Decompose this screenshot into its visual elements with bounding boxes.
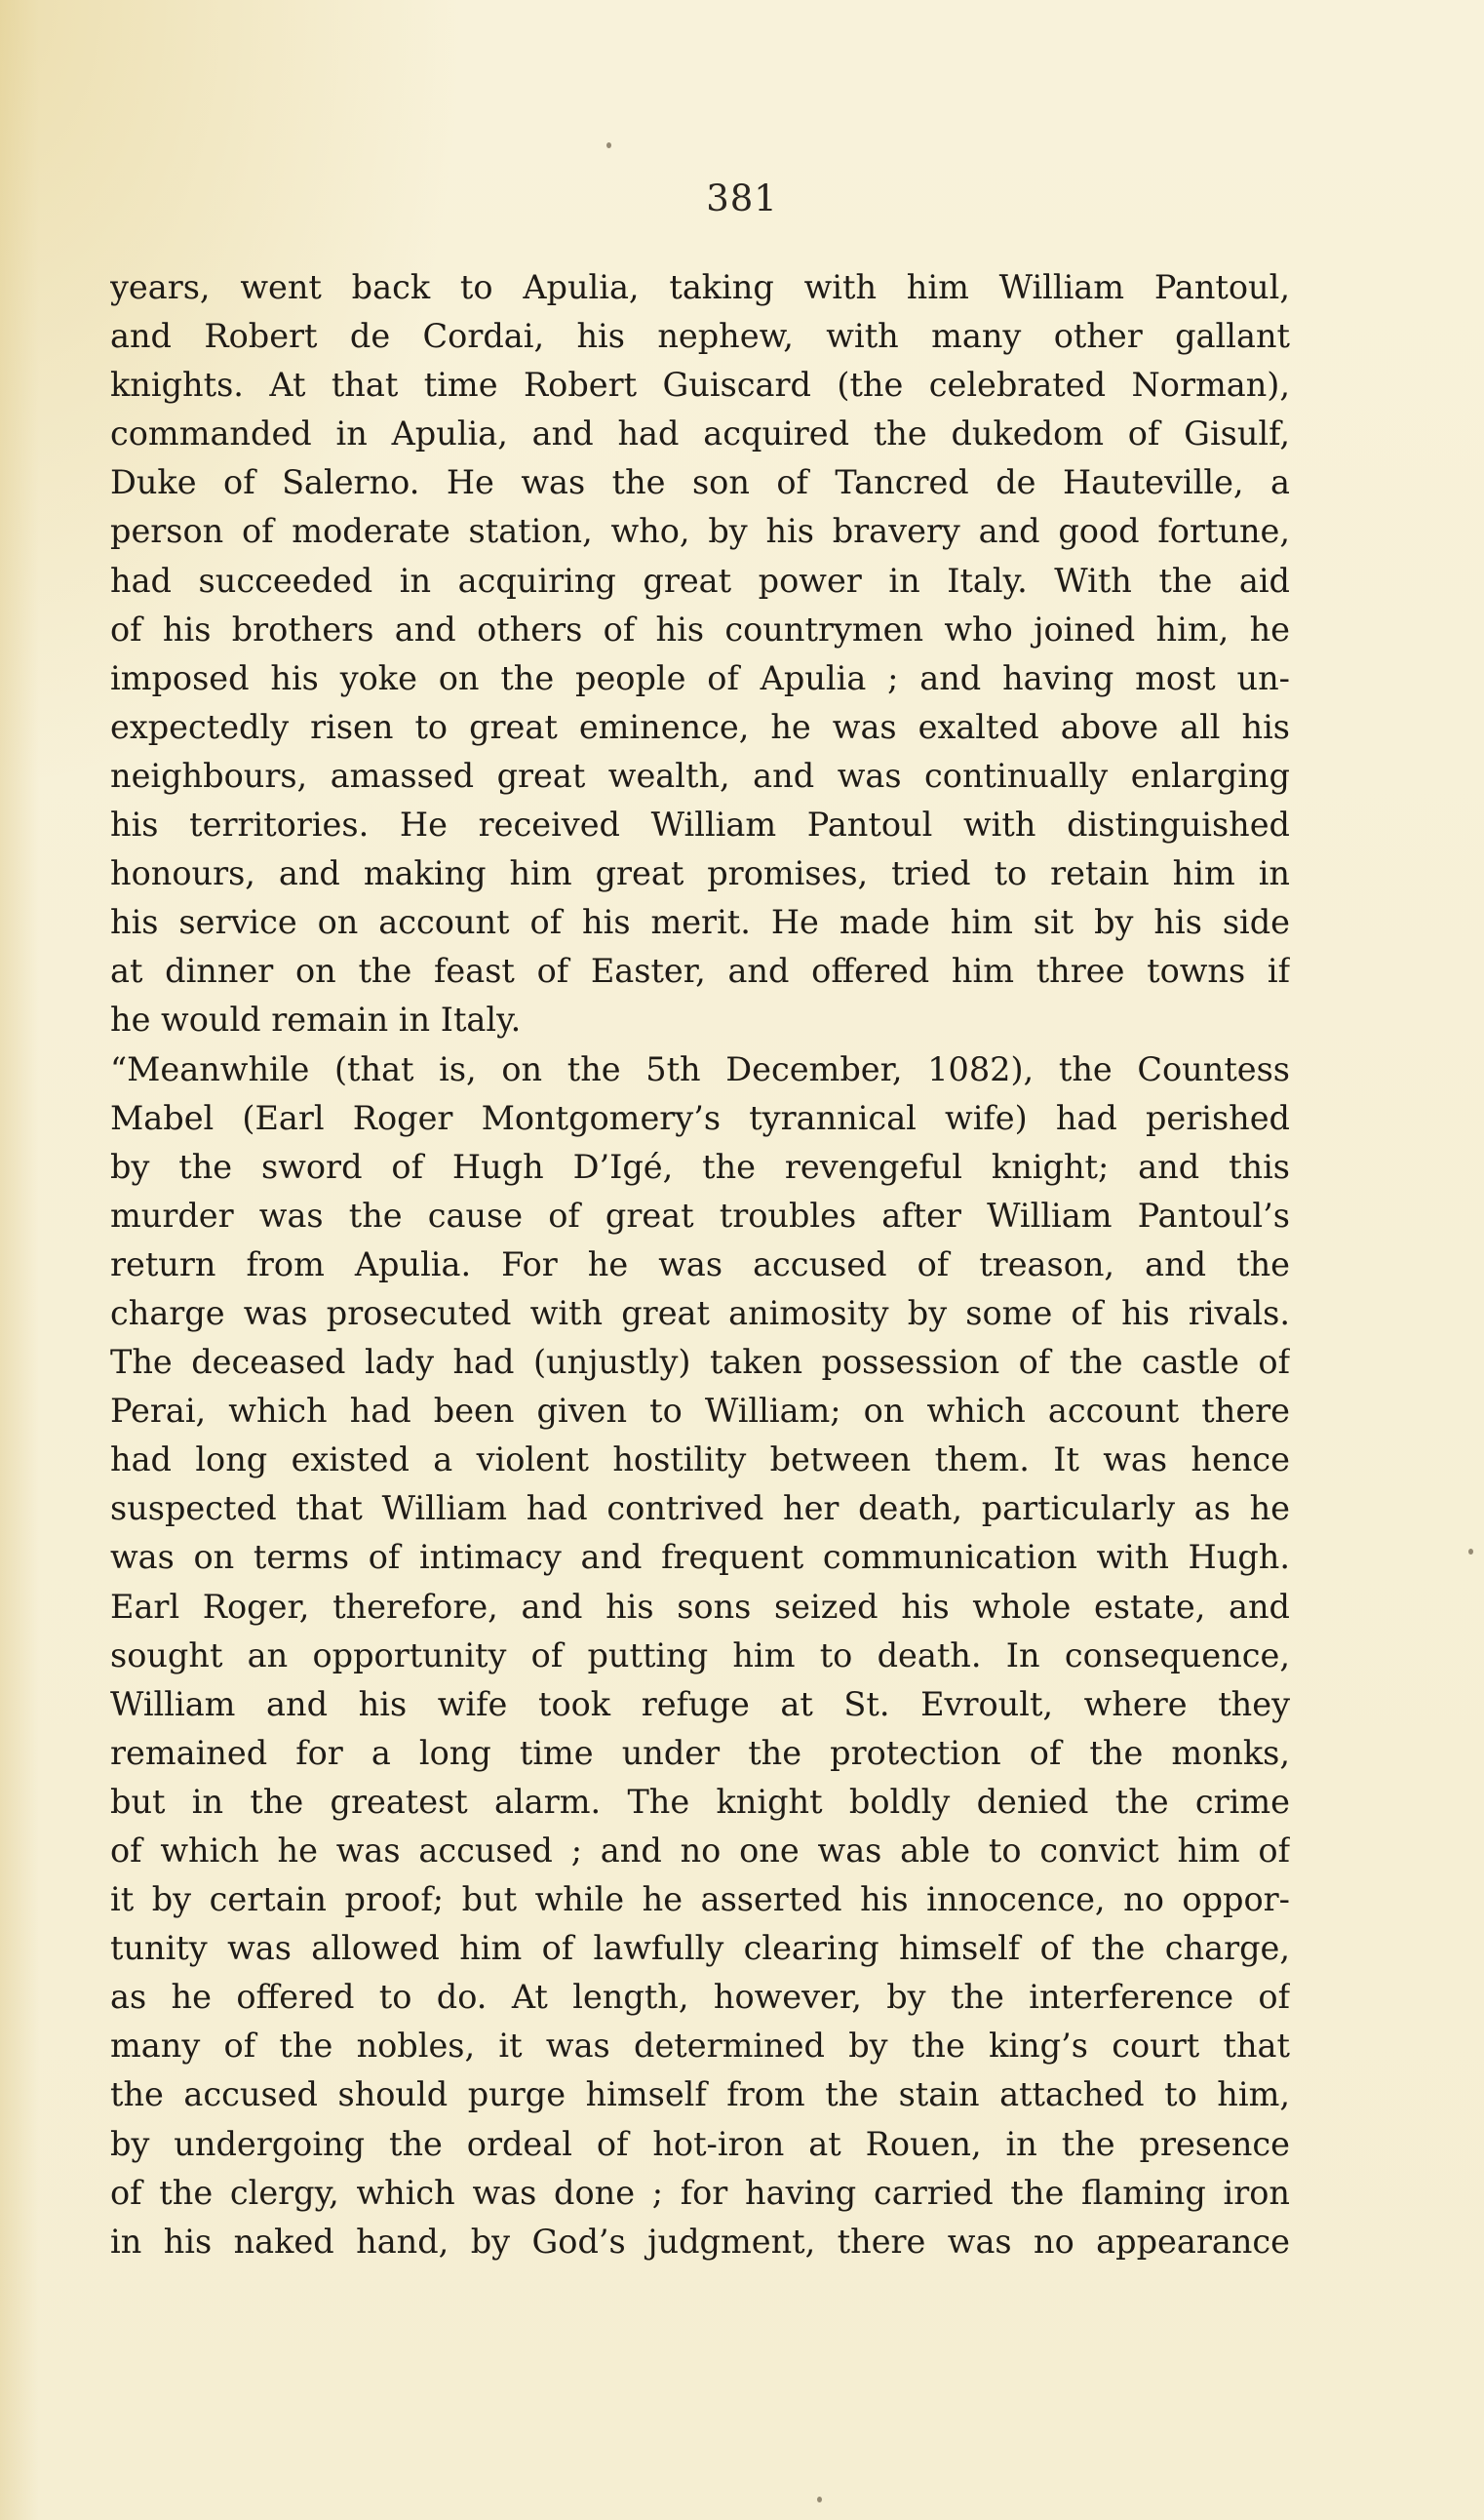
text-line: tunity was allowed him of lawfully clearing himself of the charge, [110,1929,1290,1968]
text-line: expectedly risen to great eminence, he was exalted above all his [110,707,1290,746]
text-line: honours, and making him great promises, tried to retain him in [110,854,1290,893]
paper-speck [817,2497,822,2502]
text-line: many of the nobles, it was determined by the king’s court that [110,2027,1290,2066]
paper-speck [1468,1549,1473,1555]
text-line: as he offered to do. At length, however, by the interference of [110,1978,1290,2017]
text-line: his service on account of his merit. He made him sit by his side [110,903,1290,942]
text-line: Perai, which had been given to William; on which account there [110,1392,1290,1431]
page-number: 381 [706,177,778,219]
text-line: suspected that William had contrived her death, particularly as he [110,1489,1290,1528]
text-line: return from Apulia. For he was accused of treason, and the [110,1244,1290,1283]
text-line: was on terms of intimacy and frequent communication with Hugh. [110,1538,1290,1577]
text-line: Duke of Salerno. He was the son of Tancred de Hauteville, a [110,463,1290,502]
text-line: of the clergy, which was done ; for having carried the flaming iron [110,2173,1290,2212]
text-line: he would remain in Italy. [110,1001,522,1040]
text-line: imposed his yoke on the people of Apulia ; and having most un- [110,658,1290,697]
text-line: of his brothers and others of his countrymen who joined him, he [110,610,1290,649]
text-line: his territories. He received William Pantoul with distinguished [110,806,1290,845]
text-line: but in the greatest alarm. The knight boldly denied the crime [110,1782,1290,1821]
text-line: remained for a long time under the protection of the monks, [110,1733,1290,1772]
text-line: had succeeded in acquiring great power in Italy. With the aid [110,561,1290,600]
text-line: person of moderate station, who, by his bravery and good fortune, [110,512,1290,551]
text-line: Earl Roger, therefore, and his sons seized his whole estate, and [110,1587,1290,1626]
text-line: sought an opportunity of putting him to death. In consequence, [110,1635,1290,1674]
body-text [110,263,1290,2266]
paper-speck [606,142,611,148]
text-line: it by certain proof; but while he asserted his innocence, no oppor- [110,1880,1290,1919]
text-line: murder was the cause of great troubles after William Pantoul’s [110,1196,1290,1235]
text-line: by the sword of Hugh D’Igé, the revengeful knight; and this [110,1147,1290,1186]
text-line: of which he was accused ; and no one was able to convict him of [110,1831,1290,1870]
text-line: had long existed a violent hostility between them. It was hence [110,1440,1290,1479]
text-line: neighbours, amassed great wealth, and was continually enlarging [110,756,1290,795]
text-line: by undergoing the ordeal of hot-iron at Rouen, in the presence [110,2124,1290,2163]
text-line: at dinner on the feast of Easter, and offered him three towns if [110,952,1290,991]
text-line: commanded in Apulia, and had acquired the dukedom of Gisulf, [110,414,1290,453]
text-line: charge was prosecuted with great animosity by some of his rivals. [110,1293,1290,1332]
text-line: William and his wife took refuge at St. Evroult, where they [110,1684,1290,1723]
text-line: the accused should purge himself from the stain attached to him, [110,2075,1290,2114]
text-line: knights. At that time Robert Guiscard (the celebrated Norman), [110,366,1290,405]
text-line: The deceased lady had (unjustly) taken possession of the castle of [110,1343,1290,1382]
text-line: Mabel (Earl Roger Montgomery’s tyrannical wife) had perished [110,1098,1290,1137]
text-line: in his naked hand, by God’s judgment, there was no appearance [110,2222,1290,2261]
text-line: and Robert de Cordai, his nephew, with many other gallant [110,317,1290,356]
text-line: years, went back to Apulia, taking with him William Pantoul, [110,268,1290,306]
text-line: “Meanwhile (that is, on the 5th December, 1082), the Countess [110,1049,1290,1088]
